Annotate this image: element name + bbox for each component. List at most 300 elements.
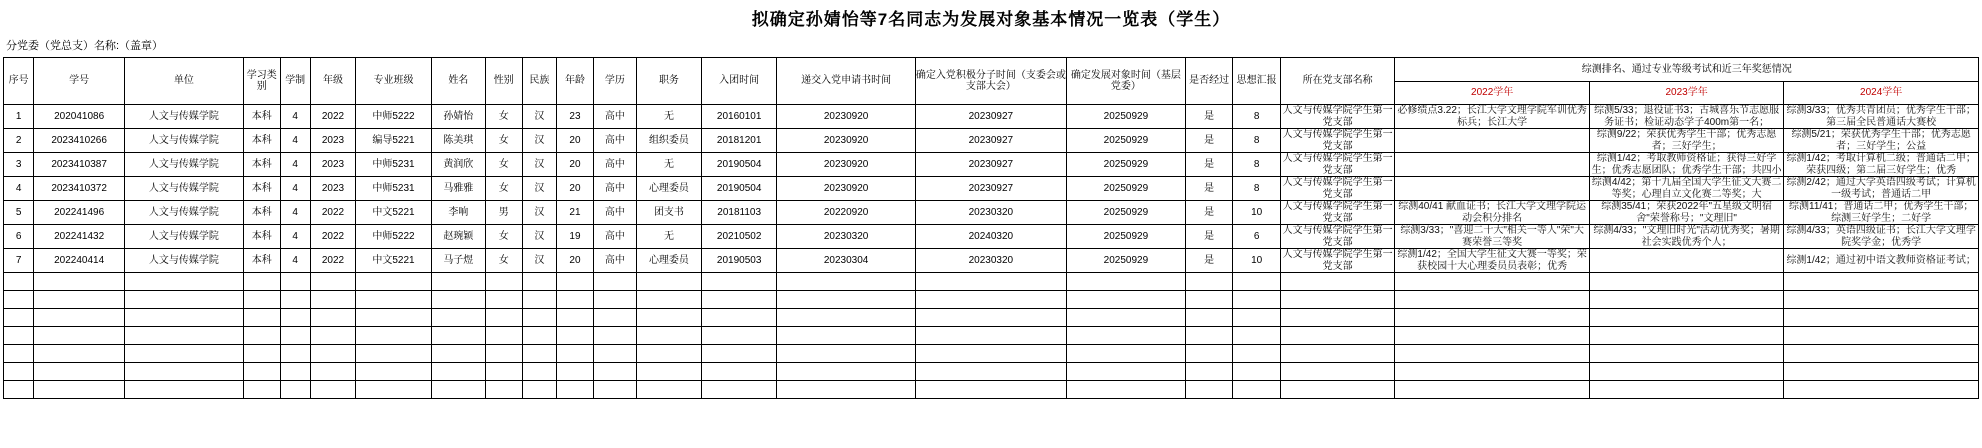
cell-major-class: 中师5222 (356, 225, 432, 249)
table-row (4, 225, 1979, 249)
col-header-name: 姓名 (431, 58, 485, 105)
cell-empty (1589, 291, 1783, 309)
cell-empty (280, 363, 310, 381)
col-header-year-2023: 2023学年 (1589, 81, 1783, 105)
cell-grade: 2023 (310, 153, 355, 177)
cell-award-2024: 综测5/21；荣获优秀学生干部；优秀志愿者；三好学生；公益 (1784, 129, 1979, 153)
cell-education: 高中 (593, 105, 636, 129)
cell-empty (1233, 291, 1281, 309)
table-body (4, 105, 1979, 399)
table-row (4, 177, 1979, 201)
cell-empty (557, 381, 594, 399)
cell-student-id: 202241432 (34, 225, 125, 249)
cell-empty (593, 381, 636, 399)
cell-empty (485, 309, 522, 327)
cell-empty (777, 381, 915, 399)
cell-trained: 是 (1185, 177, 1233, 201)
cell-study-years: 4 (280, 177, 310, 201)
cell-empty (777, 363, 915, 381)
cell-grade: 2022 (310, 249, 355, 273)
cell-application-date: 20230920 (777, 153, 915, 177)
cell-empty (1185, 327, 1233, 345)
page-title: 拟确定孙婧怡等7名同志为发展对象基本情况一览表（学生） (751, 10, 1231, 29)
cell-empty (431, 309, 485, 327)
cell-empty (485, 273, 522, 291)
cell-empty (1395, 273, 1589, 291)
cell-empty (4, 291, 34, 309)
cell-empty (557, 273, 594, 291)
cell-target-date: 20250929 (1067, 105, 1186, 129)
cell-empty (1233, 381, 1281, 399)
cell-major-class: 中师5231 (356, 177, 432, 201)
cell-target-date: 20250929 (1067, 153, 1186, 177)
cell-empty (593, 327, 636, 345)
cell-major-class: 中文5221 (356, 249, 432, 273)
cell-empty (1067, 345, 1186, 363)
cell-empty (777, 273, 915, 291)
cell-gender: 女 (485, 129, 522, 153)
cell-empty (915, 273, 1066, 291)
cell-reports: 8 (1233, 105, 1281, 129)
cell-empty (485, 381, 522, 399)
cell-study-type: 本科 (243, 225, 280, 249)
cell-activist-date: 20230927 (915, 105, 1066, 129)
table-row-empty (4, 363, 1979, 381)
cell-application-date: 20230304 (777, 249, 915, 273)
cell-major-class: 编导5221 (356, 129, 432, 153)
cell-empty (1784, 291, 1979, 309)
cell-empty (522, 273, 557, 291)
table-row-empty (4, 273, 1979, 291)
cell-empty (34, 381, 125, 399)
cell-education: 高中 (593, 153, 636, 177)
cell-empty (431, 273, 485, 291)
cell-league-join-date: 20210502 (701, 225, 777, 249)
cell-empty (915, 309, 1066, 327)
cell-empty (1784, 309, 1979, 327)
cell-empty (4, 363, 34, 381)
cell-empty (701, 363, 777, 381)
cell-award-2022: 必修绩点3.22；长江大学文理学院军训优秀标兵；长江大学 (1395, 105, 1589, 129)
cell-trained: 是 (1185, 153, 1233, 177)
cell-empty (1395, 381, 1589, 399)
cell-empty (522, 291, 557, 309)
branch-name-line: 分党委（党总支）名称:（盖章） (6, 40, 164, 52)
cell-ethnicity: 汉 (522, 249, 557, 273)
cell-empty (1233, 273, 1281, 291)
cell-study-years: 4 (280, 249, 310, 273)
cell-target-date: 20250929 (1067, 249, 1186, 273)
table-row-empty (4, 345, 1979, 363)
cell-league-join-date: 20190504 (701, 153, 777, 177)
cell-empty (1589, 381, 1783, 399)
cell-study-type: 本科 (243, 177, 280, 201)
cell-empty (1067, 291, 1186, 309)
cell-empty (701, 309, 777, 327)
cell-unit: 人文与传媒学院 (125, 225, 244, 249)
cell-empty (243, 273, 280, 291)
cell-empty (485, 291, 522, 309)
cell-empty (34, 345, 125, 363)
cell-gender: 男 (485, 201, 522, 225)
cell-empty (1067, 381, 1186, 399)
cell-position: 无 (637, 153, 702, 177)
cell-empty (356, 273, 432, 291)
cell-empty (34, 327, 125, 345)
cell-empty (280, 291, 310, 309)
cell-empty (557, 345, 594, 363)
cell-empty (915, 345, 1066, 363)
cell-position: 团支书 (637, 201, 702, 225)
cell-application-date: 20230320 (777, 225, 915, 249)
cell-award-2024: 综测3/33；优秀共青团员；优秀学生干部；第三届全民普通话大赛校 (1784, 105, 1979, 129)
cell-empty (431, 363, 485, 381)
cell-empty (125, 327, 244, 345)
cell-age: 23 (557, 105, 594, 129)
cell-study-years: 4 (280, 129, 310, 153)
cell-empty (310, 273, 355, 291)
cell-name: 黄润欣 (431, 153, 485, 177)
cell-name: 陈美琪 (431, 129, 485, 153)
cell-empty (1395, 309, 1589, 327)
cell-index: 7 (4, 249, 34, 273)
cell-empty (593, 309, 636, 327)
cell-age: 20 (557, 249, 594, 273)
cell-empty (1784, 345, 1979, 363)
col-header-education: 学历 (593, 58, 636, 105)
cell-empty (1280, 381, 1395, 399)
cell-award-2023: 综测35/41；荣获2022年"五星级文明宿舍"荣誉称号；"文理旧" (1589, 201, 1783, 225)
col-header-target-date: 确定发展对象时间（基层党委） (1067, 58, 1186, 105)
cell-branch: 人文与传媒学院学生第一党支部 (1280, 177, 1395, 201)
cell-reports: 10 (1233, 201, 1281, 225)
cell-empty (701, 345, 777, 363)
cell-empty (1784, 327, 1979, 345)
cell-name: 李响 (431, 201, 485, 225)
cell-age: 20 (557, 177, 594, 201)
cell-student-id: 2023410387 (34, 153, 125, 177)
cell-unit: 人文与传媒学院 (125, 177, 244, 201)
cell-empty (593, 273, 636, 291)
cell-ethnicity: 汉 (522, 225, 557, 249)
cell-empty (1233, 309, 1281, 327)
cell-study-type: 本科 (243, 201, 280, 225)
cell-empty (1589, 363, 1783, 381)
cell-reports: 8 (1233, 177, 1281, 201)
cell-award-2022: 综测1/42；全国大学生征文大赛一等奖；荣获校园十大心理委员员表彰；优秀 (1395, 249, 1589, 273)
cell-empty (4, 309, 34, 327)
cell-grade: 2022 (310, 225, 355, 249)
cell-empty (1067, 363, 1186, 381)
cell-study-type: 本科 (243, 153, 280, 177)
cell-empty (243, 381, 280, 399)
cell-empty (4, 327, 34, 345)
cell-empty (125, 291, 244, 309)
cell-empty (637, 345, 702, 363)
cell-empty (1589, 345, 1783, 363)
cell-award-2024: 综测4/33；英语四级证书；长江大学文理学院奖学金；优秀学 (1784, 225, 1979, 249)
cell-empty (701, 381, 777, 399)
cell-empty (637, 363, 702, 381)
cell-study-type: 本科 (243, 249, 280, 273)
cell-empty (280, 381, 310, 399)
cell-league-join-date: 20181201 (701, 129, 777, 153)
cell-award-2022 (1395, 177, 1589, 201)
cell-empty (637, 273, 702, 291)
cell-empty (915, 327, 1066, 345)
cell-empty (1280, 345, 1395, 363)
cell-empty (637, 381, 702, 399)
cell-activist-date: 20230927 (915, 153, 1066, 177)
cell-award-2023: 综测1/42；考取教师资格证；获得三好学生；优秀志愿团队；优秀学生干部；共四小 (1589, 153, 1783, 177)
cell-empty (777, 327, 915, 345)
cell-award-2022 (1395, 129, 1589, 153)
col-header-branch: 所在党支部名称 (1280, 58, 1395, 105)
cell-empty (356, 345, 432, 363)
cell-empty (701, 273, 777, 291)
cell-age: 20 (557, 129, 594, 153)
cell-index: 6 (4, 225, 34, 249)
cell-education: 高中 (593, 225, 636, 249)
cell-empty (34, 273, 125, 291)
cell-empty (557, 363, 594, 381)
cell-empty (485, 327, 522, 345)
cell-award-2023: 综测4/42；第十九届全国大学生征文大赛二等奖；心理自立文化赛二等奖；大 (1589, 177, 1783, 201)
cell-empty (310, 291, 355, 309)
cell-empty (1185, 345, 1233, 363)
cell-empty (1280, 327, 1395, 345)
cell-application-date: 20230920 (777, 105, 915, 129)
cell-empty (280, 309, 310, 327)
cell-education: 高中 (593, 177, 636, 201)
cell-position: 无 (637, 225, 702, 249)
col-header-activist-date: 确定入党积极分子时间（支委会或支部大会） (915, 58, 1066, 105)
cell-target-date: 20250929 (1067, 225, 1186, 249)
cell-name: 马子煜 (431, 249, 485, 273)
cell-award-2022: 综测3/33；"喜迎二十大"相关一等人"荣"大赛荣誉三等奖 (1395, 225, 1589, 249)
cell-study-type: 本科 (243, 129, 280, 153)
cell-study-years: 4 (280, 201, 310, 225)
cell-empty (1185, 273, 1233, 291)
cell-position: 组织委员 (637, 129, 702, 153)
cell-target-date: 20250929 (1067, 177, 1186, 201)
cell-empty (356, 327, 432, 345)
cell-target-date: 20250929 (1067, 201, 1186, 225)
cell-gender: 女 (485, 177, 522, 201)
cell-student-id: 2023410372 (34, 177, 125, 201)
cell-empty (1185, 309, 1233, 327)
cell-empty (125, 381, 244, 399)
col-header-student-id: 学号 (34, 58, 125, 105)
cell-gender: 女 (485, 105, 522, 129)
col-header-trained: 是否经过 (1185, 58, 1233, 105)
cell-empty (1185, 291, 1233, 309)
cell-empty (1067, 327, 1186, 345)
cell-branch: 人文与传媒学院学生第一党支部 (1280, 153, 1395, 177)
cell-grade: 2022 (310, 105, 355, 129)
table-head (4, 58, 1979, 105)
cell-unit: 人文与传媒学院 (125, 153, 244, 177)
cell-award-2023: 综测9/22；荣获优秀学生干部；优秀志愿者；三好学生； (1589, 129, 1783, 153)
cell-empty (1784, 381, 1979, 399)
cell-activist-date: 20230320 (915, 249, 1066, 273)
cell-ethnicity: 汉 (522, 129, 557, 153)
cell-empty (1233, 327, 1281, 345)
cell-empty (310, 345, 355, 363)
cell-grade: 2023 (310, 177, 355, 201)
cell-age: 19 (557, 225, 594, 249)
cell-empty (1280, 273, 1395, 291)
cell-empty (701, 327, 777, 345)
col-header-reports: 思想汇报 (1233, 58, 1281, 105)
cell-empty (777, 309, 915, 327)
cell-major-class: 中师5231 (356, 153, 432, 177)
cell-empty (431, 345, 485, 363)
table-row (4, 249, 1979, 273)
cell-grade: 2023 (310, 129, 355, 153)
cell-age: 20 (557, 153, 594, 177)
cell-empty (915, 381, 1066, 399)
cell-position: 无 (637, 105, 702, 129)
cell-award-2023: 综测5/33；退役证书3；古城喜乐节志愿服务证书；检证动态学子400m第一名； (1589, 105, 1783, 129)
col-header-gender: 性别 (485, 58, 522, 105)
cell-empty (1067, 309, 1186, 327)
cell-empty (701, 291, 777, 309)
cell-empty (637, 291, 702, 309)
cell-target-date: 20250929 (1067, 129, 1186, 153)
table-row-empty (4, 327, 1979, 345)
cell-empty (431, 327, 485, 345)
cell-empty (310, 309, 355, 327)
cell-empty (485, 363, 522, 381)
cell-empty (557, 309, 594, 327)
cell-student-id: 202041086 (34, 105, 125, 129)
cell-empty (310, 327, 355, 345)
main-table (3, 57, 1979, 399)
cell-empty (522, 309, 557, 327)
cell-study-years: 4 (280, 153, 310, 177)
cell-empty (34, 309, 125, 327)
cell-empty (243, 327, 280, 345)
cell-unit: 人文与传媒学院 (125, 201, 244, 225)
cell-branch: 人文与传媒学院学生第一党支部 (1280, 129, 1395, 153)
cell-trained: 是 (1185, 129, 1233, 153)
table-row-empty (4, 309, 1979, 327)
cell-award-2023 (1589, 249, 1783, 273)
cell-empty (522, 363, 557, 381)
cell-ethnicity: 汉 (522, 177, 557, 201)
table-row (4, 105, 1979, 129)
cell-empty (1784, 273, 1979, 291)
cell-empty (522, 381, 557, 399)
table-row (4, 129, 1979, 153)
cell-student-id: 202241496 (34, 201, 125, 225)
cell-award-2022 (1395, 153, 1589, 177)
cell-empty (243, 291, 280, 309)
col-header-league-join-date: 入团时间 (701, 58, 777, 105)
cell-empty (1395, 327, 1589, 345)
cell-empty (557, 327, 594, 345)
cell-activist-date: 20240320 (915, 225, 1066, 249)
cell-empty (356, 309, 432, 327)
cell-unit: 人文与传媒学院 (125, 249, 244, 273)
cell-branch: 人文与传媒学院学生第一党支部 (1280, 249, 1395, 273)
col-header-major-class: 专业班级 (356, 58, 432, 105)
col-header-year-2022: 2022学年 (1395, 81, 1589, 105)
cell-activist-date: 20230927 (915, 129, 1066, 153)
cell-empty (431, 291, 485, 309)
cell-unit: 人文与传媒学院 (125, 129, 244, 153)
cell-empty (243, 309, 280, 327)
cell-branch: 人文与传媒学院学生第一党支部 (1280, 201, 1395, 225)
cell-application-date: 20230920 (777, 177, 915, 201)
col-header-ethnicity: 民族 (522, 58, 557, 105)
cell-empty (1280, 291, 1395, 309)
cell-empty (243, 345, 280, 363)
cell-empty (280, 327, 310, 345)
cell-education: 高中 (593, 129, 636, 153)
cell-empty (1589, 327, 1783, 345)
cell-award-2023: 综测4/33；"文理旧时光"活动优秀奖；暑期社会实践优秀个人； (1589, 225, 1783, 249)
cell-trained: 是 (1185, 225, 1233, 249)
cell-empty (4, 273, 34, 291)
table-row (4, 201, 1979, 225)
col-header-study-type: 学习类别 (243, 58, 280, 105)
cell-empty (593, 345, 636, 363)
cell-empty (777, 345, 915, 363)
cell-empty (280, 273, 310, 291)
cell-trained: 是 (1185, 201, 1233, 225)
cell-empty (1280, 309, 1395, 327)
cell-empty (637, 309, 702, 327)
cell-league-join-date: 20160101 (701, 105, 777, 129)
col-header-index: 序号 (4, 58, 34, 105)
cell-empty (1185, 381, 1233, 399)
cell-league-join-date: 20190504 (701, 177, 777, 201)
cell-ethnicity: 汉 (522, 105, 557, 129)
cell-education: 高中 (593, 249, 636, 273)
cell-ethnicity: 汉 (522, 153, 557, 177)
cell-major-class: 中文5221 (356, 201, 432, 225)
col-header-unit: 单位 (125, 58, 244, 105)
cell-empty (522, 327, 557, 345)
table-row-empty (4, 381, 1979, 399)
cell-position: 心理委员 (637, 177, 702, 201)
cell-empty (1233, 363, 1281, 381)
col-header-age: 年龄 (557, 58, 594, 105)
cell-empty (1784, 363, 1979, 381)
table-row-empty (4, 291, 1979, 309)
cell-index: 5 (4, 201, 34, 225)
col-header-grade: 年级 (310, 58, 355, 105)
cell-empty (915, 291, 1066, 309)
cell-trained: 是 (1185, 105, 1233, 129)
cell-gender: 女 (485, 225, 522, 249)
col-header-year-2024: 2024学年 (1784, 81, 1979, 105)
cell-empty (4, 345, 34, 363)
cell-empty (1395, 345, 1589, 363)
cell-empty (356, 381, 432, 399)
cell-student-id: 202240414 (34, 249, 125, 273)
col-header-awards-group: 综测排名、通过专业等级考试和近三年奖惩情况 (1395, 58, 1979, 82)
cell-league-join-date: 20190503 (701, 249, 777, 273)
col-header-position: 职务 (637, 58, 702, 105)
cell-index: 1 (4, 105, 34, 129)
cell-empty (356, 291, 432, 309)
cell-ethnicity: 汉 (522, 201, 557, 225)
cell-empty (1589, 309, 1783, 327)
cell-empty (637, 327, 702, 345)
